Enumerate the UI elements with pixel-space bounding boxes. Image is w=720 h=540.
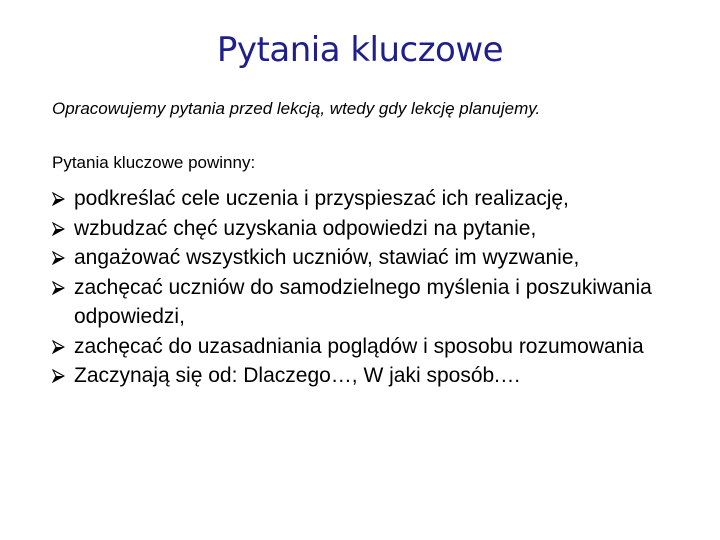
- bullet-text: zachęcać uczniów do samodzielnego myślenia i poszukiwania odpowiedzi,: [74, 275, 652, 328]
- arrowhead-bullet-icon: [52, 340, 65, 354]
- bullet-text: podkreślać cele uczenia i przyspieszać ich realizację,: [74, 187, 569, 210]
- bullet-item: [52, 361, 692, 391]
- slide-title: Pytania kluczowe: [216, 30, 504, 70]
- bullet-list: [52, 184, 692, 391]
- arrowhead-bullet-icon: [52, 192, 65, 206]
- bullet-item: [52, 214, 692, 244]
- arrowhead-bullet-icon: [52, 369, 65, 383]
- bullet-text: Zaczynają się od: Dlaczego…, W jaki sposób.…: [74, 364, 522, 387]
- subheading: Pytania kluczowe powinny:: [52, 153, 256, 172]
- bullet-item: [52, 273, 692, 332]
- bullet-item: [52, 184, 692, 214]
- bullet-text: zachęcać do uzasadniania poglądów i sposobu rozumowania: [74, 334, 644, 358]
- bullet-item: [52, 243, 692, 273]
- bullet-text: wzbudzać chęć uzyskania odpowiedzi na pytanie,: [74, 216, 537, 240]
- arrowhead-bullet-icon: [52, 222, 65, 236]
- bullet-item: [52, 332, 692, 362]
- intro-text: Opracowujemy pytania przed lekcją, wtedy gdy lekcję planujemy.: [52, 99, 541, 118]
- arrowhead-bullet-icon: [52, 251, 65, 265]
- bullet-text: angażować wszystkich uczniów, stawiać im wyzwanie,: [74, 246, 580, 269]
- arrowhead-bullet-icon: [52, 281, 65, 295]
